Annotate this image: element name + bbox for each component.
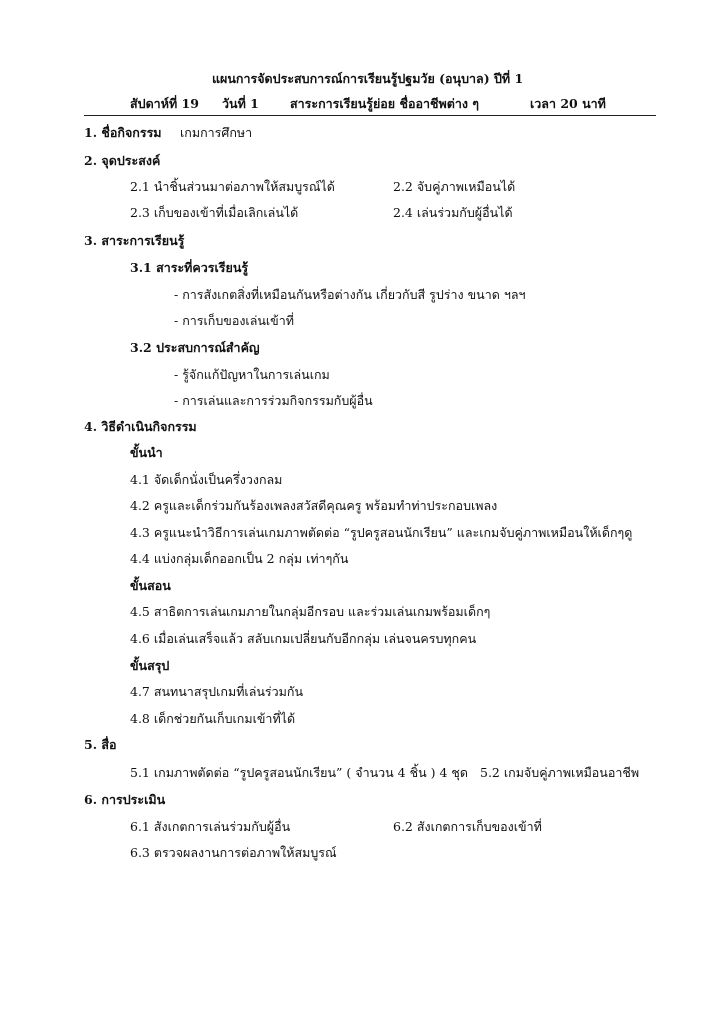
procedure-item: 4.8 เด็กช่วยกันเก็บเกมเข้าที่ได้: [130, 711, 296, 726]
subsection-3-1-heading: 3.1 สาระที่ควรเรียนรู้: [130, 260, 249, 275]
procedure-item: 4.3 ครูแนะนำวิธีการเล่นเกมภาพตัดต่อ “รูปครูสอนนักเรียน” และเกมจับคู่ภาพเหมือนให้เด็กๆดู: [130, 525, 633, 540]
week-label: สัปดาห์ที่ 19: [130, 96, 199, 111]
duration-label: เวลา 20 นาที: [530, 96, 606, 111]
experience-item: - การเล่นและการร่วมกิจกรรมกับผู้อื่น: [174, 393, 373, 408]
evaluation-item: 6.2 สังเกตการเก็บของเข้าที่: [393, 819, 542, 834]
section-2-heading: 2. จุดประสงค์: [84, 153, 161, 168]
procedure-item: 4.4 แบ่งกลุ่มเด็กออกเป็น 2 กลุ่ม เท่าๆกัน: [130, 551, 349, 566]
objective-item: 2.3 เก็บของเข้าที่เมื่อเลิกเล่นได้: [130, 205, 299, 220]
procedure-item: 4.5 สาธิตการเล่นเกมภายในกลุ่มอีกรอบ และร่วมเล่นเกมพร้อมเด็กๆ: [130, 604, 491, 619]
objective-item: 2.4 เล่นร่วมกับผู้อื่นได้: [393, 205, 513, 220]
media-item: 5.2 เกมจับคู่ภาพเหมือนอาชีพ: [480, 765, 640, 780]
subject-label: สาระการเรียนรู้ย่อย ชื่ออาชีพต่าง ๆ: [290, 96, 480, 111]
day-label: วันที่ 1: [222, 96, 259, 111]
procedure-item: 4.6 เมื่อเล่นเสร็จแล้ว สลับเกมเปลี่ยนกับอีกกลุ่ม เล่นจนครบทุกคน: [130, 631, 477, 646]
objective-item: 2.2 จับคู่ภาพเหมือนได้: [393, 179, 516, 194]
media-item: 5.1 เกมภาพตัดต่อ “รูปครูสอนนักเรียน” ( จำนวน 4 ชิ้น ) 4 ชุด: [130, 765, 468, 780]
evaluation-item: 6.3 ตรวจผลงานการต่อภาพให้สมบูรณ์: [130, 845, 337, 860]
section-5-heading: 5. สื่อ: [84, 737, 117, 752]
section-1-heading: 1. ชื่อกิจกรรม: [84, 125, 162, 140]
procedure-item: 4.1 จัดเด็กนั่งเป็นครึ่งวงกลม: [130, 472, 283, 487]
procedure-item: 4.2 ครูและเด็กร่วมกันร้องเพลงสวัสดีคุณครู พร้อมทำท่าประกอบเพลง: [130, 498, 498, 513]
section-6-heading: 6. การประเมิน: [84, 792, 166, 807]
content-item: - การเก็บของเล่นเข้าที่: [174, 313, 294, 328]
procedure-item: 4.7 สนทนาสรุปเกมที่เล่นร่วมกัน: [130, 684, 303, 699]
section-3-heading: 3. สาระการเรียนรู้: [84, 233, 185, 248]
evaluation-item: 6.1 สังเกตการเล่นร่วมกับผู้อื่น: [130, 819, 291, 834]
section-4-heading: 4. วิธีดำเนินกิจกรรม: [84, 419, 197, 434]
subsection-3-2-heading: 3.2 ประสบการณ์สำคัญ: [130, 340, 260, 355]
content-item: - การสังเกตสิ่งที่เหมือนกันหรือต่างกัน เกี่ยวกับสี รูปร่าง ขนาด ฯลฯ: [174, 287, 526, 302]
activity-name: เกมการศึกษา: [180, 125, 253, 140]
teach-step-label: ขั้นสอน: [130, 578, 171, 593]
experience-item: - รู้จักแก้ปัญหาในการเล่นเกม: [174, 367, 330, 382]
header-divider: [84, 115, 656, 116]
document-title: แผนการจัดประสบการณ์การเรียนรู้ปฐมวัย (อนุบาล) ปีที่ 1: [212, 71, 524, 86]
objective-item: 2.1 นำชิ้นส่วนมาต่อภาพให้สมบูรณ์ได้: [130, 179, 335, 194]
intro-step-label: ขั้นนำ: [130, 445, 163, 460]
summary-step-label: ขั้นสรุป: [130, 658, 170, 673]
